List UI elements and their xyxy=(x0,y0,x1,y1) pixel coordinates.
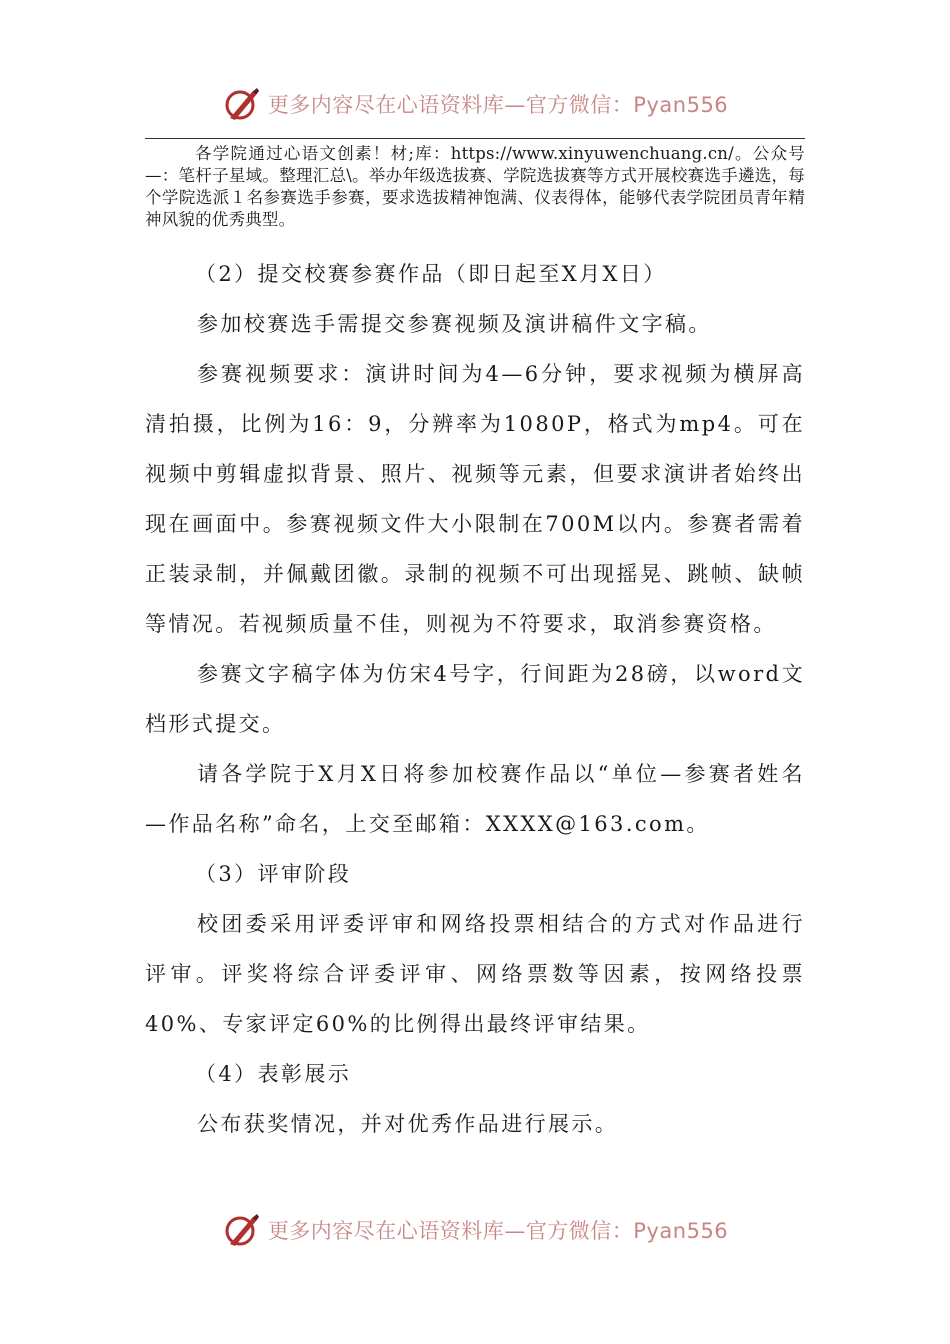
footer-banner xyxy=(0,1210,950,1250)
intro-paragraph: 各学院通过心语文创素！材;库：https://www.xinyuwenchuang.cn/。公众号—：笔杆子星域。整理汇总\。举办年级选拔赛、学院选拔赛等方式开展校赛选手遴选，每个学院选派１名参赛选手参赛，要求选拔精神饱满、仪表得体，能够代表学院团员青年精神风貌的优秀典型。 xyxy=(145,144,805,229)
banner-wechat: 官方微信：Pyan556 xyxy=(525,93,729,117)
banner-wechat: 官方微信：Pyan556 xyxy=(525,1219,729,1243)
body-paragraph-video-requirements: 参赛视频要求：演讲时间为4—6分钟，要求视频为横屏高清拍摄，比例为16：9，分辨率为1080P，格式为mp4。可在视频中剪辑虚拟背景、照片、视频等元素，但要求演讲者始终出现在画面中。参赛视频文件大小限制在700M以内。参赛者需着正装录制，并佩戴团徽。录制的视频不可出现摇晃、跳帧、缺帧等情况。若视频质量不佳，则视为不符要求，取消参赛资格。 xyxy=(145,362,805,636)
banner-dash: — xyxy=(504,1219,526,1243)
document-body xyxy=(145,249,805,1149)
section-heading-review: （3）评审阶段 xyxy=(195,862,352,886)
section-heading-submit: （2）提交校赛参赛作品（即日起至X月X日） xyxy=(195,262,667,286)
body-paragraph-email: 请各学院于X月X日将参加校赛作品以“单位—参赛者姓名—作品名称”命名，上交至邮箱：XXXX@163.com。 xyxy=(145,762,805,836)
header-divider xyxy=(145,138,805,139)
body-paragraph-review: 校团委采用评委评审和网络投票相结合的方式对作品进行评审。评奖将综合评委评审、网络票数等因素，按网络投票40%、专家评定60%的比例得出最终评审结果。 xyxy=(145,912,805,1036)
body-paragraph-text-format: 参赛文字稿字体为仿宋4号字，行间距为28磅，以word文档形式提交。 xyxy=(145,662,805,736)
footer-banner-text xyxy=(268,1215,728,1245)
banner-dash: — xyxy=(504,93,526,117)
pen-logo-icon xyxy=(222,1210,262,1250)
header-banner xyxy=(0,84,950,124)
section-heading-award: （4）表彰展示 xyxy=(195,1062,352,1086)
pen-logo-icon xyxy=(222,84,262,124)
header-banner-text xyxy=(268,89,728,119)
banner-brand: 更多内容尽在心语资料库 xyxy=(267,1219,505,1243)
body-paragraph: 参加校赛选手需提交参赛视频及演讲稿件文字稿。 xyxy=(197,312,712,336)
body-paragraph-award: 公布获奖情况，并对优秀作品进行展示。 xyxy=(197,1112,619,1136)
banner-brand: 更多内容尽在心语资料库 xyxy=(267,93,505,117)
